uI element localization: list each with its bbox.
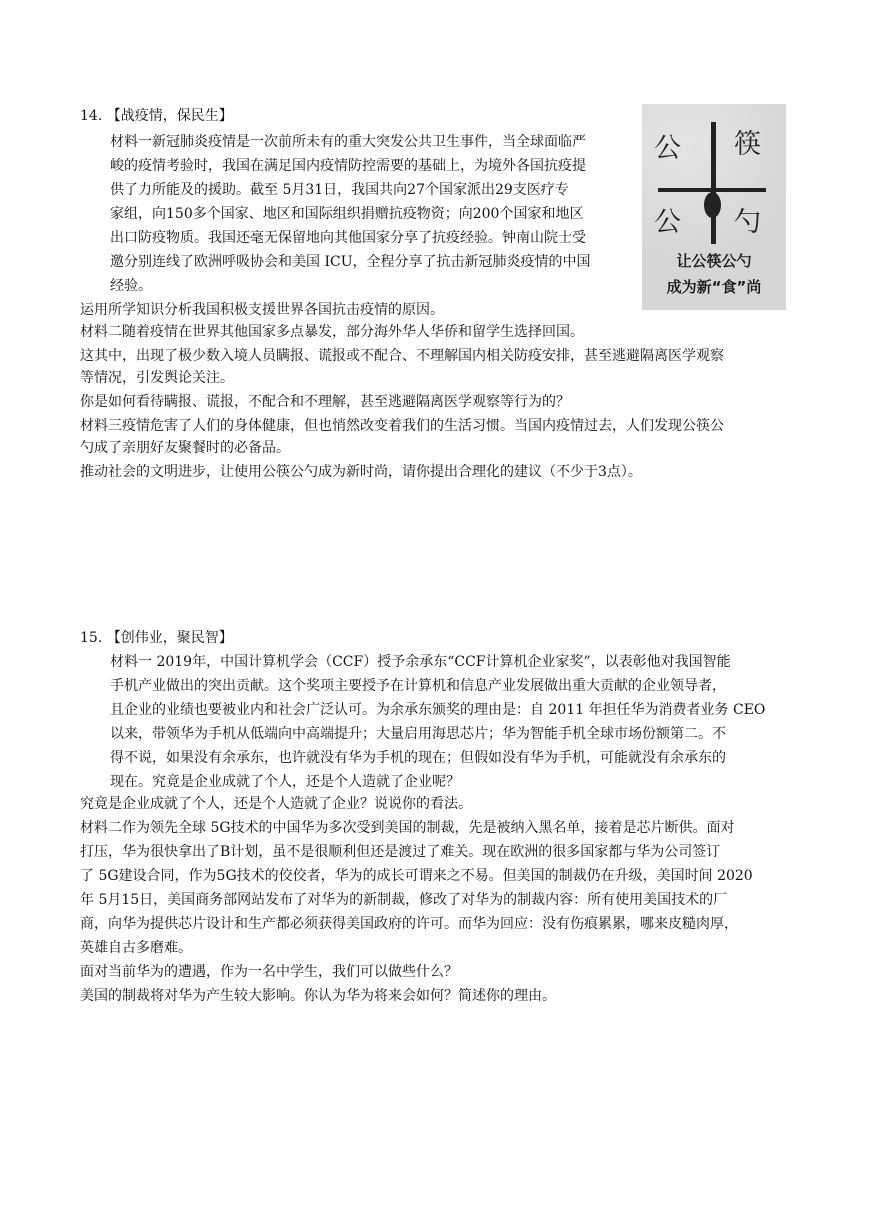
q15-question3: 美国的制裁将对华为产生较大影响。你认为华为将来会如何？简述你的理由。 xyxy=(80,988,556,1004)
q14-material1-line: 邀分别连线了欧洲呼吸协会和美国 ICU，全程分享了抗击新冠肺炎疫情的中国 xyxy=(110,254,591,270)
poster-char: 勺 xyxy=(734,207,761,238)
q14-material1-line: 家组，向150多个国家、地区和国际组织捐赠抗疫物资；向200个国家和地区 xyxy=(110,206,584,222)
poster-char: 公 xyxy=(654,133,681,164)
q15-material1-line: 以来，带领华为手机从低端向中高端提升；大量启用海思芯片；华为智能手机全球市场份额第二。不 xyxy=(110,726,726,742)
q15-material1-line: 手机产业做出的突出贡献。这个奖项主要授予在计算机和信息产业发展做出重大贡献的企业领导者， xyxy=(110,678,726,694)
q15-question2: 面对当前华为的遭遇，作为一名中学生，我们可以做些什么？ xyxy=(80,964,458,980)
q14-material3-line: 材料三疫情危害了人们的身体健康，但也悄然改变着我们的生活习惯。当国内疫情过去，人们发现公筷公 xyxy=(80,418,724,434)
q15-material2-line: 了 5G建设合同，作为5G技术的佼佼者，华为的成长可谓来之不易。但美国的制裁仍在升级，美国时间 2020 xyxy=(80,868,753,884)
q14-material1-line: 出口防疫物质。我国还毫无保留地向其他国家分享了抗疫经验。钟南山院士受 xyxy=(110,230,586,246)
q15-question1: 究竟是企业成就了个人，还是个人造就了企业？说说你的看法。 xyxy=(80,796,472,812)
poster-char: 公 xyxy=(654,207,681,238)
q14-material3-line: 勺成了亲朋好友聚餐时的必备品。 xyxy=(80,440,290,456)
q14-material1-line: 供了力所能及的援助。截至 5月31日，我国共向27个国家派出29支医疗专 xyxy=(110,182,569,198)
q15-material2-line: 材料二作为领先全球 5G技术的中国华为多次受到美国的制裁，先是被纳入黑名单，接着是芯片断供。面对 xyxy=(80,820,735,836)
q14-material2-line: 材料二随着疫情在世界其他国家多点暴发，部分海外华人华侨和留学生选择回国。 xyxy=(80,324,584,340)
q14-material2-line: 这其中，出现了极少数入境人员瞒报、谎报或不配合、不理解国内相关防疫安排，甚至逃避隔离医学观察 xyxy=(80,348,724,364)
q14-material1-line: 经验。 xyxy=(110,278,152,294)
q15-material2-line: 商，向华为提供芯片设计和生产都必须获得美国政府的许可。而华为回应：没有伤痕累累，哪来皮糙肉厚， xyxy=(80,916,738,932)
q14-question1: 运用所学知识分析我国积极支援世界各国抗击疫情的原因。 xyxy=(80,302,444,318)
poster-char: 筷 xyxy=(734,129,761,160)
q14-question3: 推动社会的文明进步，让使用公筷公勺成为新时尚，请你提出合理化的建议（不少于3点）。 xyxy=(80,464,642,480)
q14-material2-line: 等情况，引发舆论关注。 xyxy=(80,370,234,386)
q14-material1-line: 材料一新冠肺炎疫情是一次前所未有的重大突发公共卫生事件，当全球面临严 xyxy=(110,134,586,150)
poster-slogan-line: 成为新“食”尚 xyxy=(666,278,762,296)
q15-material1-line: 且企业的业绩也要被业内和社会广泛认可。为余承东颁奖的理由是：自 2011 年担任华为消费者业务 CEO xyxy=(110,702,766,718)
q15-material1-line: 得不说，如果没有余承东，也许就没有华为手机的现在；但假如没有华为手机，可能就没有余承东的 xyxy=(110,750,726,766)
q14-number: 14. xyxy=(80,108,103,124)
q15-material1-line: 材料一 2019年，中国计算机学会（CCF）授予余承东“CCF计算机企业家奖”，以表彰他对我国智能 xyxy=(110,654,731,670)
poster-slogan-line: 让公筷公勺 xyxy=(676,252,752,270)
q15-number: 15. xyxy=(80,630,103,646)
q14-material1-line: 峻的疫情考验时，我国在满足国内疫情防控需要的基础上，为境外各国抗疫提 xyxy=(110,158,586,174)
q15-material2-line: 英雄自古多磨难。 xyxy=(80,940,192,956)
q15-material1-line: 现在。究竟是企业成就了个人，还是个人造就了企业呢？ xyxy=(110,774,460,790)
q15-material2-line: 打压，华为很快拿出了B计划，虽不是很顺利但还是渡过了难关。现在欧洲的很多国家都与华为公司签订 xyxy=(80,844,721,860)
q14-heading-text: 【战疫情，保民生】 xyxy=(106,108,233,124)
q14-question2: 你是如何看待瞒报、谎报，不配合和不理解，甚至逃避隔离医学观察等行为的？ xyxy=(80,394,570,410)
q15-material2-line: 年 5月15日，美国商务部网站发布了对华为的新制裁，修改了对华为的制裁内容：所有使用美国技术的厂 xyxy=(80,892,728,908)
q15-heading xyxy=(80,628,233,649)
q15-heading-text: 【创伟业，聚民智】 xyxy=(106,630,233,646)
